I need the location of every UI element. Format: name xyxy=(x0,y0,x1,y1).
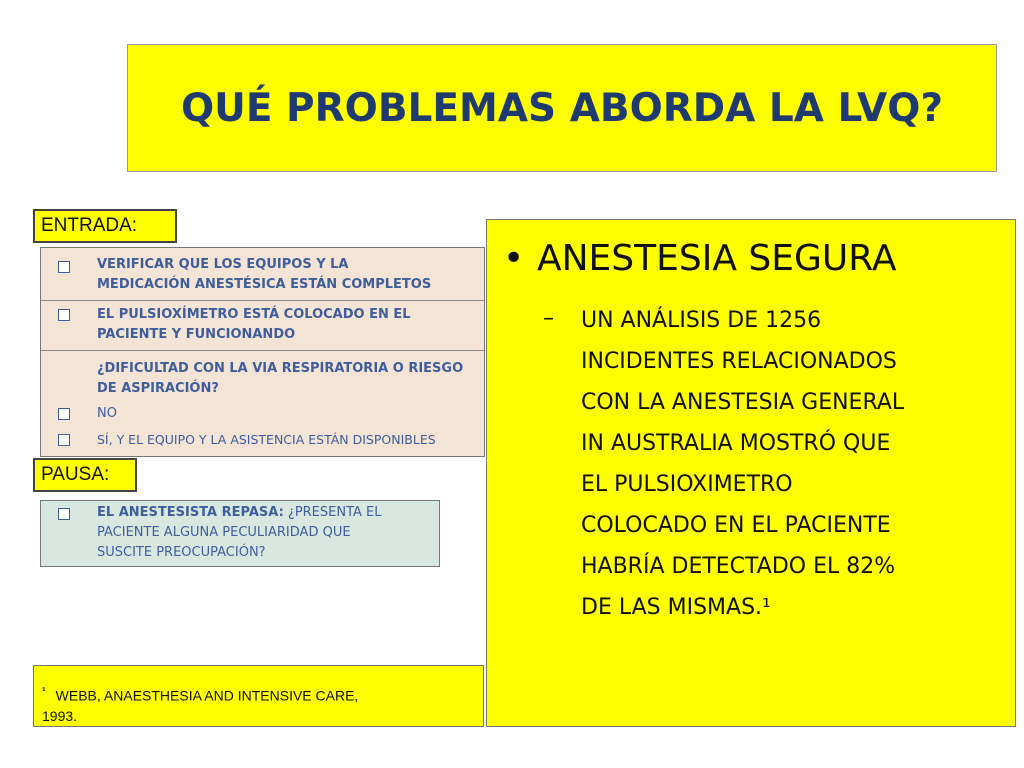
checklist-row-via-respiratoria xyxy=(41,356,484,456)
pausa-rest: ¿PRESENTA EL xyxy=(283,505,382,520)
checkbox-icon[interactable] xyxy=(58,261,70,273)
row-line: PACIENTE Y FUNCIONANDO xyxy=(97,327,296,342)
row-line: DE ASPIRACIÓN? xyxy=(97,381,219,396)
pausa-line2: PACIENTE ALGUNA PECULIARIDAD QUE xyxy=(97,525,351,540)
footnote-box xyxy=(33,665,484,727)
entrada-checklist xyxy=(40,247,485,457)
checkbox-icon[interactable] xyxy=(58,309,70,321)
pausa-label: PAUSA: xyxy=(33,458,137,492)
bullet-icon: • xyxy=(503,238,525,279)
row-line: EL PULSIOXÍMETRO ESTÁ COLOCADO EN EL xyxy=(97,307,411,322)
pausa-line1 xyxy=(97,503,433,523)
checklist-row-pulsioximetro xyxy=(41,300,484,351)
content-subtext: UN ANÁLISIS DE 1256 INCIDENTES RELACIONADOS CON LA ANESTESIA GENERAL IN AUSTRALIA MOSTRÓ QUE EL PULSIOXIMETRO COLOCADO EN EL PACIENTE HABRÍA DETECTADO EL 82% DE LAS MISMAS.¹ xyxy=(581,308,905,620)
content-box xyxy=(486,219,1016,727)
row-text-pulsioximetro xyxy=(97,305,478,345)
checklist-row-equipos xyxy=(41,248,484,301)
bullet-main xyxy=(503,238,896,279)
footnote-line1 xyxy=(42,678,475,710)
pausa-checklist xyxy=(40,500,440,567)
pausa-bold: EL ANESTESISTA REPASA: xyxy=(97,505,284,520)
pausa-text xyxy=(97,503,433,563)
title-box xyxy=(127,44,997,172)
footnote-marker: ¹ xyxy=(42,686,46,698)
slide-title: QUÉ PROBLEMAS ABORDA LA LVQ? xyxy=(181,85,943,131)
checkbox-icon[interactable] xyxy=(58,408,70,420)
footnote-text: WEBB, ANAESTHESIA AND INTENSIVE CARE, xyxy=(55,687,359,704)
content-heading: ANESTESIA SEGURA xyxy=(537,238,897,279)
dash-icon: – xyxy=(543,306,554,331)
footnote-line2: 1993. xyxy=(42,707,78,724)
row-line: ¿DIFICULTAD CON LA VIA RESPIRATORIA O RIESGO xyxy=(97,361,464,376)
option-si: SÍ, Y EL EQUIPO Y LA ASISTENCIA ESTÁN DISPONIBLES xyxy=(97,432,436,447)
entrada-label: ENTRADA: xyxy=(33,209,177,243)
row-line: MEDICACIÓN ANESTÉSICA ESTÁN COMPLETOS xyxy=(97,277,432,292)
checkbox-icon[interactable] xyxy=(58,434,70,446)
row-text-via xyxy=(97,359,478,399)
row-line: VERIFICAR QUE LOS EQUIPOS Y LA xyxy=(97,257,349,272)
pausa-line3: SUSCITE PREOCUPACIÓN? xyxy=(97,545,266,560)
option-no: NO xyxy=(97,406,117,421)
checkbox-icon[interactable] xyxy=(58,508,70,520)
row-text-equipos xyxy=(97,255,478,295)
